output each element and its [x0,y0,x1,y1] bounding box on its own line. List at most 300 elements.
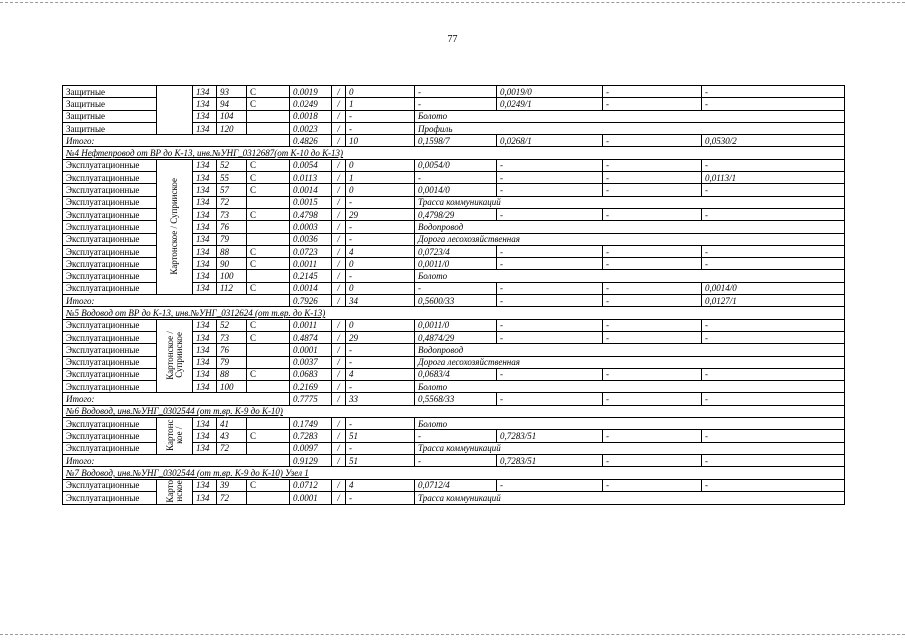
table-cell: №6 Водовод, инв.№УНГ_0302544 (от т.вр. К-9 до К-10) [63,405,845,417]
table-cell: - [415,430,497,442]
table-cell: 100 [217,270,247,282]
table-cell [247,122,290,134]
table-cell: 76 [217,344,247,356]
table-cell: 0,5568/33 [415,393,497,405]
table-cell: - [497,479,603,492]
table-cell: 134 [193,86,217,98]
table-cell: 134 [193,430,217,442]
table-cell: / [332,479,346,492]
table-cell: 0.0001 [290,344,332,356]
table-cell: / [332,135,346,147]
table-cell: Трасса коммуникаций [415,196,845,208]
table-cell: / [332,221,346,233]
table-cell: - [702,208,845,220]
table-cell: - [603,368,702,380]
table-cell: - [346,381,415,393]
table-cell: 1 [346,172,415,184]
table-cell: 134 [193,208,217,220]
table-cell: 0 [346,86,415,98]
table-cell: - [415,98,497,110]
table-cell: Эксплуатационные [63,184,157,196]
table-cell: / [332,270,346,282]
table-cell: 0.0011 [290,319,332,331]
table-cell: Защитные [63,110,157,122]
table-cell: Итого: [63,295,290,307]
table-cell: Эксплуатационные [63,331,157,343]
table-cell: 112 [217,282,247,294]
region-label: Карто нское [164,479,184,503]
table-cell: 88 [217,368,247,380]
section-header-row [63,307,845,319]
table-cell: - [603,454,702,466]
table-cell: - [497,393,603,405]
table-cell: / [332,393,346,405]
table-cell: Эксплуатационные [63,381,157,393]
table-cell: C [247,331,290,343]
table-cell: 0.7775 [290,393,332,405]
table-cell: 0.0712 [290,479,332,492]
table-cell: Защитные [63,98,157,110]
region-cell [157,479,193,505]
region-label: Картонское / Суприиское [164,330,184,380]
table-cell: / [332,282,346,294]
table-cell: C [247,430,290,442]
table-cell: - [497,245,603,257]
table-cell: 0.0015 [290,196,332,208]
table-cell: - [603,172,702,184]
total-row [63,295,845,307]
table-cell: / [332,208,346,220]
table-cell: / [332,122,346,134]
table-row [63,418,845,430]
table-cell [247,196,290,208]
table-cell: - [497,159,603,171]
total-row [63,135,845,147]
table-cell [247,110,290,122]
table-cell: 0,0249/1 [497,98,603,110]
table-cell: - [702,331,845,343]
table-cell: Дорога лесохозяйственная [415,233,845,245]
table-cell: 41 [217,418,247,430]
table-cell: C [247,159,290,171]
table-cell: 72 [217,442,247,454]
table-cell: 0,0712/4 [415,479,497,492]
table-cell: / [332,356,346,368]
table-cell: Болото [415,110,845,122]
table-cell: №4 Нефтепровод от ВР до К-13, инв.№УНГ_0312687(от К-10 до К-13) [63,147,845,159]
table-cell: - [702,430,845,442]
table-cell [247,492,290,505]
table-cell: - [603,479,702,492]
table-cell: 0,5600/33 [415,295,497,307]
table-cell: 0,0530/2 [702,135,845,147]
table-cell: 88 [217,245,247,257]
table-cell: / [332,430,346,442]
table-cell: - [346,233,415,245]
page-number: 77 [447,34,458,45]
table-cell: Эксплуатационные [63,270,157,282]
table-cell: 0.7926 [290,295,332,307]
table-cell: / [332,98,346,110]
table-cell: - [497,184,603,196]
table-cell: 0 [346,258,415,270]
table-cell: / [332,110,346,122]
table-cell: 0,0268/1 [497,135,603,147]
table-cell: - [415,282,497,294]
table-cell: C [247,282,290,294]
table-cell: 0,0723/4 [415,245,497,257]
table-cell: 39 [217,479,247,492]
table-cell: Эксплуатационные [63,319,157,331]
table-cell: - [603,245,702,257]
table-cell: Болото [415,270,845,282]
table-cell: Эксплуатационные [63,356,157,368]
region-cell [157,418,193,455]
table-cell: 0.2169 [290,381,332,393]
table-row [63,479,845,492]
table-cell: - [497,258,603,270]
section-header-row [63,467,845,479]
total-row [63,393,845,405]
table-cell: / [332,196,346,208]
table-cell: 0,1598/7 [415,135,497,147]
table-cell: Эксплуатационные [63,430,157,442]
table-cell: - [603,295,702,307]
table-cell: - [603,430,702,442]
table-cell: - [497,331,603,343]
table-cell: Итого: [63,135,290,147]
table-cell: Эксплуатационные [63,233,157,245]
table-cell [247,442,290,454]
table-cell: 93 [217,86,247,98]
table-cell: C [247,368,290,380]
table-cell: Эксплуатационные [63,245,157,257]
table-cell: 0,0019/0 [497,86,603,98]
table-cell: 79 [217,356,247,368]
table-cell: / [332,368,346,380]
table-cell: Болото [415,381,845,393]
table-cell: 0,4798/29 [415,208,497,220]
table-cell: - [497,208,603,220]
table-cell: / [332,454,346,466]
table-cell: - [497,282,603,294]
table-cell: - [415,454,497,466]
table-cell: 134 [193,172,217,184]
table-cell: 104 [217,110,247,122]
table-cell: Эксплуатационные [63,368,157,380]
table-cell: 0.0097 [290,442,332,454]
table-cell: 0.7283 [290,430,332,442]
table-cell: 134 [193,245,217,257]
table-cell: / [332,418,346,430]
region-cell [157,86,193,135]
table-cell: Эксплуатационные [63,196,157,208]
table-cell: Дорога лесохозяйственная [415,356,845,368]
table-cell: 0,0014/0 [702,282,845,294]
table-cell: Водопровод [415,344,845,356]
table-cell: 134 [193,233,217,245]
table-cell: - [702,159,845,171]
table-cell: / [332,442,346,454]
table-cell: 134 [193,492,217,505]
table-cell: / [332,344,346,356]
total-row [63,454,845,466]
table-cell: - [346,442,415,454]
table-cell: Итого: [63,454,290,466]
table-cell: Эксплуатационные [63,492,157,505]
table-cell: 0.2145 [290,270,332,282]
table-cell: / [332,258,346,270]
table-cell: - [702,98,845,110]
table-cell: 134 [193,442,217,454]
table-cell [247,344,290,356]
table-cell: C [247,258,290,270]
table-cell: 100 [217,381,247,393]
table-cell: 72 [217,492,247,505]
table-cell: Эксплуатационные [63,258,157,270]
table-cell: 0,0014/0 [415,184,497,196]
table-cell: 76 [217,221,247,233]
table-cell: - [603,331,702,343]
table-cell: 55 [217,172,247,184]
table-cell: 0.0723 [290,245,332,257]
scan-edge-top [0,2,905,3]
table-cell: Эксплуатационные [63,159,157,171]
table-cell: 134 [193,98,217,110]
region-cell [157,319,193,393]
table-cell: 51 [346,454,415,466]
table-cell: - [702,479,845,492]
table-cell: 0.1749 [290,418,332,430]
table-cell: 0.4874 [290,331,332,343]
table-cell: 134 [193,368,217,380]
table-cell: - [497,368,603,380]
table-cell: / [332,331,346,343]
table-cell: 0,7283/51 [497,430,603,442]
table-cell: 0,0127/1 [702,295,845,307]
table-cell [247,381,290,393]
section-header-row [63,405,845,417]
table-cell: - [603,258,702,270]
table-cell: - [603,208,702,220]
table-cell: Профиль [415,122,845,134]
table-cell: 73 [217,331,247,343]
table-cell: Итого: [63,393,290,405]
table-cell: Эксплуатационные [63,282,157,294]
table-cell: C [247,86,290,98]
table-cell: 134 [193,356,217,368]
table-cell: 134 [193,331,217,343]
table-cell: 0.4826 [290,135,332,147]
table-cell: C [247,479,290,492]
table-cell: 4 [346,245,415,257]
table-cell: / [332,86,346,98]
table-cell: / [332,159,346,171]
table-cell: - [702,258,845,270]
table-cell: - [346,270,415,282]
table-cell [247,233,290,245]
table-cell: 52 [217,159,247,171]
table-cell: 0,0054/0 [415,159,497,171]
table-cell: - [415,172,497,184]
table-cell: / [332,245,346,257]
table-cell: - [702,454,845,466]
table-cell: 94 [217,98,247,110]
region-cell [157,159,193,294]
table-cell: 0.0014 [290,282,332,294]
table-cell: 134 [193,122,217,134]
table-cell: 43 [217,430,247,442]
table-cell: C [247,172,290,184]
table-cell: Болото [415,418,845,430]
table-cell: - [702,245,845,257]
table-cell: 134 [193,221,217,233]
table-cell: Эксплуатационные [63,208,157,220]
table-cell: - [603,135,702,147]
table-cell: - [603,319,702,331]
table-cell: Защитные [63,86,157,98]
table-cell: 0,4874/29 [415,331,497,343]
table-cell: - [497,319,603,331]
table-cell: - [346,122,415,134]
table-cell: 4 [346,368,415,380]
table-cell: 0.0054 [290,159,332,171]
table-cell: C [247,208,290,220]
scan-edge-bottom [0,634,905,635]
table-cell: 134 [193,258,217,270]
table-cell: - [702,319,845,331]
table-cell: - [497,295,603,307]
table-cell: / [332,319,346,331]
table-cell: 0 [346,319,415,331]
table-cell: Эксплуатационные [63,344,157,356]
table-cell: / [332,233,346,245]
table-cell: 0,0683/4 [415,368,497,380]
table-cell: 0.0249 [290,98,332,110]
table-cell: 134 [193,479,217,492]
table-cell: 72 [217,196,247,208]
table-cell: Трасса коммуникаций [415,492,845,505]
table-cell: 29 [346,331,415,343]
table-cell: 57 [217,184,247,196]
table-cell: - [497,172,603,184]
table-cell: 0.0011 [290,258,332,270]
table-cell: №5 Водовод от ВР до К-13, инв.№УНГ_0312624 (от т.вр. до К-13) [63,307,845,319]
table-cell: 0.4798 [290,208,332,220]
table-cell [247,418,290,430]
table-cell: Эксплуатационные [63,221,157,233]
table-cell: / [332,492,346,505]
table-cell: / [332,184,346,196]
table-cell: 0,0011/0 [415,319,497,331]
table-cell: 134 [193,344,217,356]
table-cell: 10 [346,135,415,147]
table-cell: Защитные [63,122,157,134]
table-cell: 0 [346,159,415,171]
table-cell: - [346,110,415,122]
region-label: Картонское / Суприиское [169,177,179,275]
table-cell: 0,7283/51 [497,454,603,466]
table-cell: - [603,98,702,110]
table-cell: - [346,418,415,430]
table-cell [247,356,290,368]
table-cell: 34 [346,295,415,307]
table-cell: 29 [346,208,415,220]
table-cell: 79 [217,233,247,245]
table-cell [247,270,290,282]
table-cell: - [702,86,845,98]
table-cell: - [603,86,702,98]
table-cell: 0,0113/1 [702,172,845,184]
table-cell: 0.0683 [290,368,332,380]
table-cell: 0.0003 [290,221,332,233]
table-cell: - [346,356,415,368]
table-cell: - [346,344,415,356]
table-cell: 134 [193,282,217,294]
table-cell: - [702,368,845,380]
table-cell: C [247,98,290,110]
table-cell: №7 Водовод, инв.№УНГ_0302544 (от т.вр. К-9 до К-10) Узел 1 [63,467,845,479]
table-cell: - [603,184,702,196]
table-cell: 0.0001 [290,492,332,505]
table-cell: 134 [193,319,217,331]
table-cell: 33 [346,393,415,405]
table-cell: - [346,196,415,208]
table-cell: 134 [193,110,217,122]
table-cell: 134 [193,159,217,171]
table-cell: - [603,159,702,171]
table-cell: / [332,381,346,393]
table-cell: 52 [217,319,247,331]
table-cell: - [346,492,415,505]
section-header-row [63,147,845,159]
table-cell: 0.0019 [290,86,332,98]
table-cell: 0.0018 [290,110,332,122]
table-cell: C [247,319,290,331]
table-cell: C [247,184,290,196]
table-cell: Водопровод [415,221,845,233]
table-cell: - [702,393,845,405]
table-cell: 0.0113 [290,172,332,184]
table-cell: 0.0036 [290,233,332,245]
table-cell: Трасса коммуникаций [415,442,845,454]
table-cell: 0.0037 [290,356,332,368]
table-cell: 120 [217,122,247,134]
table-cell: / [332,172,346,184]
table-cell: Эксплуатационные [63,442,157,454]
table-row [63,319,845,331]
table-cell: 0.9129 [290,454,332,466]
table-cell: - [702,184,845,196]
table-cell: 90 [217,258,247,270]
table-cell: 51 [346,430,415,442]
table-cell: 134 [193,184,217,196]
table-cell: - [603,282,702,294]
table-cell: C [247,245,290,257]
table-cell: - [346,221,415,233]
table-cell: 0 [346,184,415,196]
table-cell: 4 [346,479,415,492]
forest-plots-table [62,85,845,505]
table-cell: / [332,295,346,307]
table-cell: Эксплуатационные [63,418,157,430]
table-row [63,86,845,98]
table-cell: 134 [193,381,217,393]
table-cell: - [415,86,497,98]
table-cell: 0.0023 [290,122,332,134]
table-cell: Эксплуатационные [63,172,157,184]
table-cell: 134 [193,270,217,282]
